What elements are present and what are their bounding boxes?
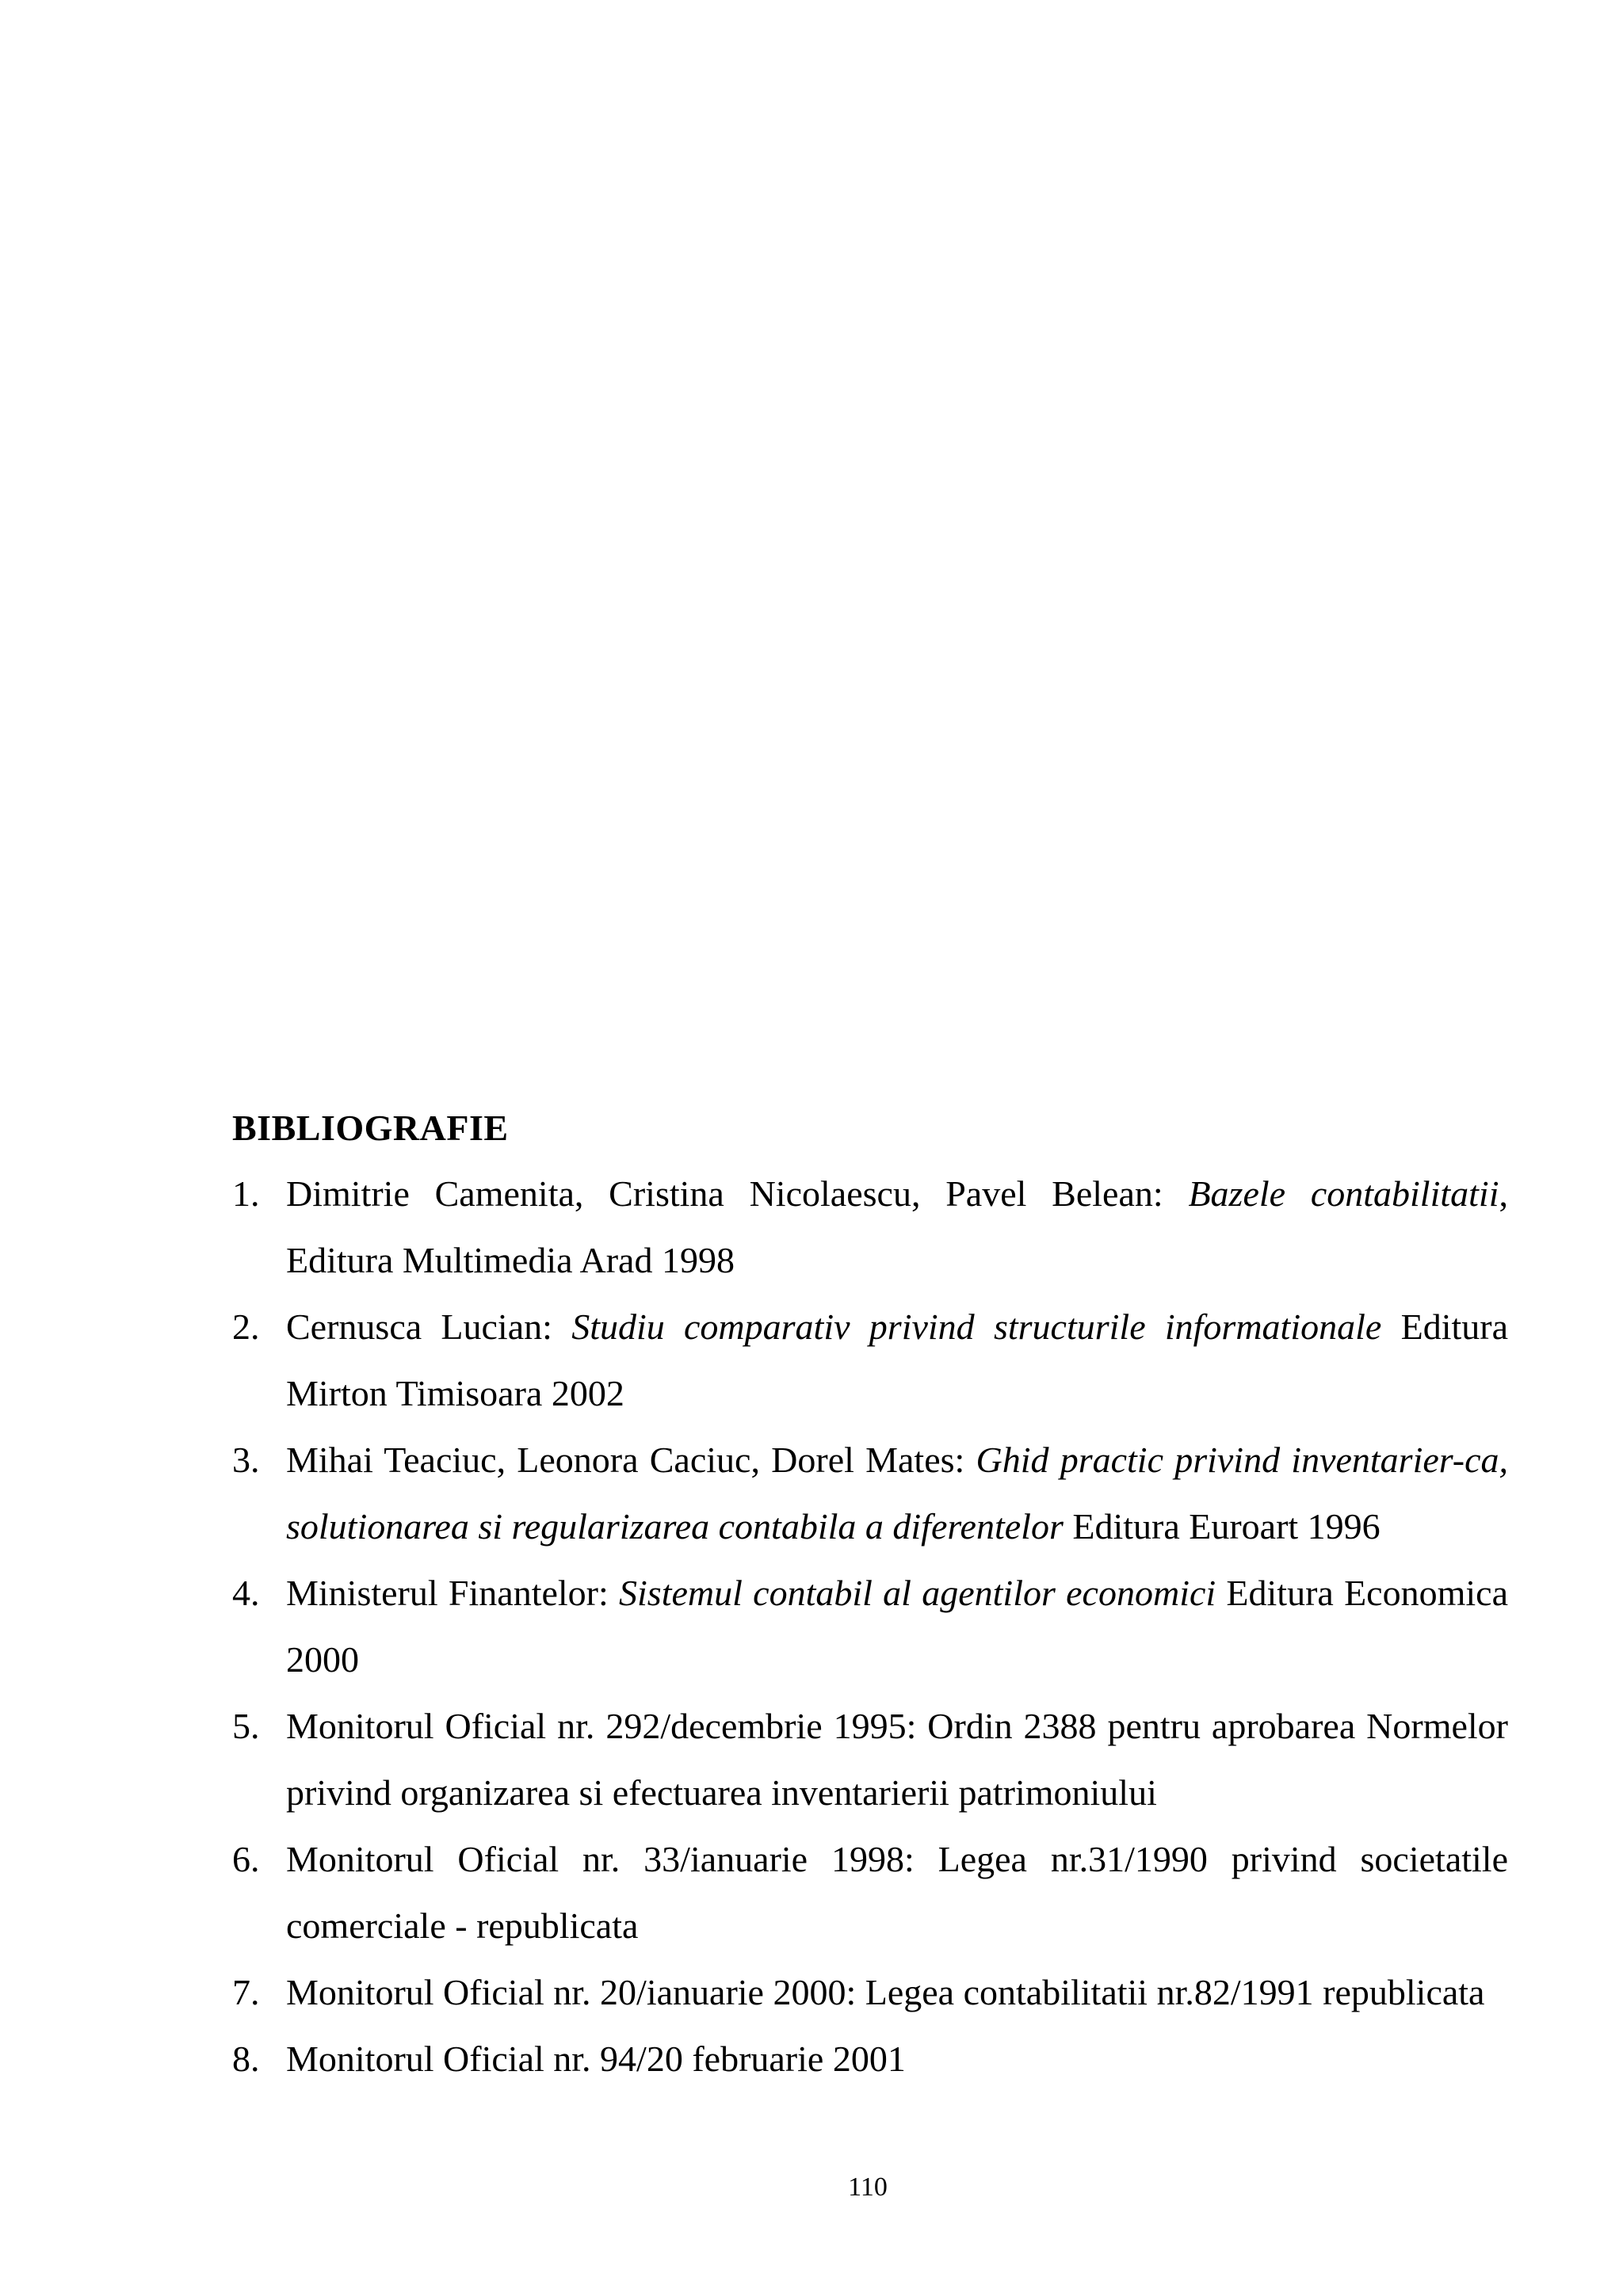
bibliography-item xyxy=(232,1693,1508,1826)
bibliography-item xyxy=(232,1560,1508,1693)
bibliography-item xyxy=(232,2026,1508,2092)
item-publisher: , Editura Multimedia Arad 1998 xyxy=(286,1173,1508,1280)
item-title: Studiu comparativ privind structurile informationale xyxy=(571,1306,1382,1347)
item-authors: Ministerul Finantelor: xyxy=(286,1573,620,1613)
bibliography-heading: BIBLIOGRAFIE xyxy=(232,1108,509,1148)
bibliography-item xyxy=(232,1427,1508,1560)
item-title: Sistemul contabil al agentilor economici xyxy=(619,1573,1216,1613)
item-number: 3. xyxy=(232,1440,260,1480)
bibliography-item xyxy=(232,1959,1508,2026)
item-publisher: Editura Euroart 1996 xyxy=(1063,1506,1381,1547)
item-text: Monitorul Oficial nr. 94/20 februarie 2001 xyxy=(286,2039,906,2079)
item-text: Monitorul Oficial nr. 20/ianuarie 2000: Legea contabilitatii nr.82/1991 republicata xyxy=(286,1972,1485,2012)
item-title: Ghid practic privind inventarier-ca, solutionarea si regularizarea contabila a diferentelor xyxy=(286,1440,1508,1547)
item-authors: Dimitrie Camenita, Cristina Nicolaescu, Pavel Belean: xyxy=(286,1173,1189,1214)
bibliography-list xyxy=(232,1161,1508,2092)
item-number: 7. xyxy=(232,1972,260,2012)
item-authors: Cernusca Lucian: xyxy=(286,1306,572,1347)
bibliography-item xyxy=(232,1826,1508,1959)
item-number: 8. xyxy=(232,2039,260,2079)
item-number: 2. xyxy=(232,1306,260,1347)
item-publisher: Editura Mirton Timisoara 2002 xyxy=(286,1306,1508,1413)
item-number: 6. xyxy=(232,1839,260,1879)
item-title: Bazele contabilitatii xyxy=(1188,1173,1499,1214)
item-number: 5. xyxy=(232,1706,260,1746)
item-authors: Mihai Teaciuc, Leonora Caciuc, Dorel Mates: xyxy=(286,1440,976,1480)
item-text: Monitorul Oficial nr. 33/ianuarie 1998: Legea nr.31/1990 privind societatile comerciale - republicata xyxy=(286,1839,1508,1946)
bibliography-item xyxy=(232,1161,1508,1294)
item-number: 4. xyxy=(232,1573,260,1613)
item-publisher: Editura Economica 2000 xyxy=(286,1573,1508,1680)
item-number: 1. xyxy=(232,1173,260,1214)
item-text: Monitorul Oficial nr. 292/decembrie 1995: Ordin 2388 pentru aprobarea Normelor privind organizarea si efectuarea inventarierii patrimoniului xyxy=(286,1706,1508,1813)
bibliography-item xyxy=(232,1294,1508,1427)
page-number: 110 xyxy=(848,2172,888,2202)
